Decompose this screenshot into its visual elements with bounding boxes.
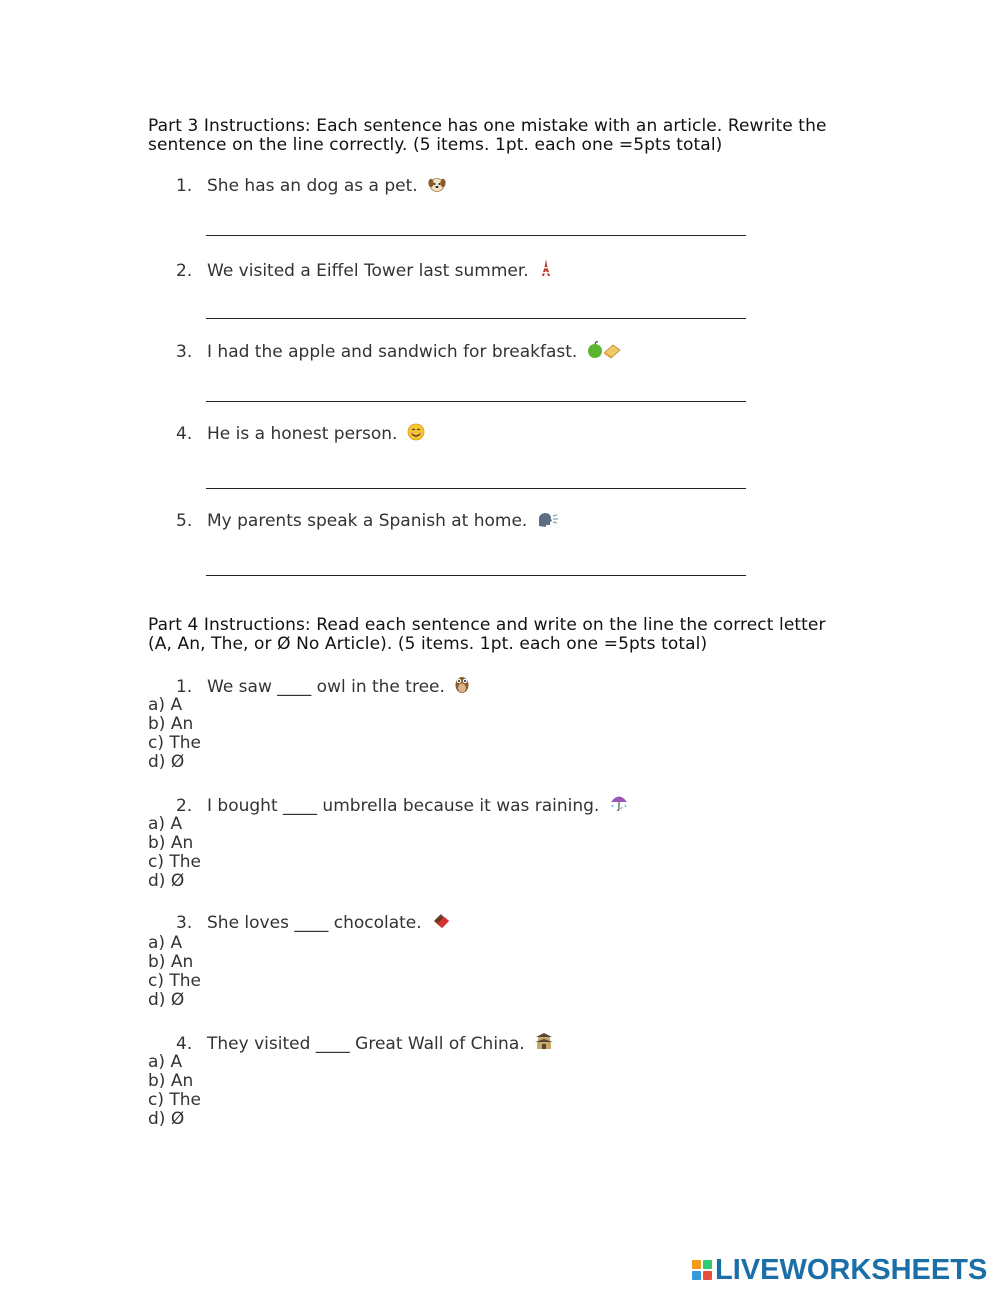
item-number: 2. [176,261,193,281]
item-number: 3. [176,913,193,933]
part3-answer-2[interactable] [206,298,746,319]
umbrella-icon [609,793,629,818]
part4-options-1 [148,696,201,772]
option-a[interactable]: a) A [148,695,183,715]
option-a[interactable]: a) A [148,933,183,953]
part3-instructions: Part 3 Instructions: Each sentence has one mistake with an article. Rewrite the sentence on the line correctly. (5 items. 1pt. each one =5pts total) [148,116,827,155]
option-d[interactable]: d) Ø [148,990,185,1010]
item-sentence: I had the apple and sandwich for breakfast. [207,342,578,362]
item-number: 4. [176,424,193,444]
option-d[interactable]: d) Ø [148,752,185,772]
great-wall-icon [534,1031,554,1056]
liveworksheets-brand [692,1256,987,1284]
owl-icon [454,674,470,699]
apple-sandwich-icon [587,341,621,364]
brand-logo-icon [692,1260,712,1280]
part4-options-4 [148,1053,201,1129]
item-number: 3. [176,342,193,362]
part4-item-3 [176,912,451,935]
item-number: 1. [176,176,193,196]
part4-item-1 [176,674,470,699]
item-sentence: She has an dog as a pet. [207,176,418,196]
dog-icon [427,175,447,198]
chocolate-icon [431,912,451,935]
option-c[interactable]: c) The [148,971,202,991]
item-number: 4. [176,1034,193,1054]
option-b[interactable]: b) An [148,833,194,853]
item-sentence: They visited ____ Great Wall of China. [207,1034,525,1054]
option-b[interactable]: b) An [148,1071,194,1091]
speaking-head-icon [537,512,559,533]
option-b[interactable]: b) An [148,714,194,734]
tower-icon [538,258,554,283]
item-sentence: My parents speak a Spanish at home. [207,511,528,531]
part3-answer-1[interactable] [206,215,746,236]
option-d[interactable]: d) Ø [148,871,185,891]
item-sentence: We saw ____ owl in the tree. [207,677,445,697]
part3-item-2 [176,258,554,283]
part3-item-4 [176,423,425,446]
option-d[interactable]: d) Ø [148,1109,185,1129]
item-number: 5. [176,511,193,531]
item-number: 1. [176,677,193,697]
option-b[interactable]: b) An [148,952,194,972]
item-sentence: We visited a Eiffel Tower last summer. [207,261,529,281]
item-sentence: She loves ____ chocolate. [207,913,422,933]
option-c[interactable]: c) The [148,733,202,753]
option-c[interactable]: c) The [148,852,202,872]
part3-answer-5[interactable] [206,555,746,576]
part4-instructions: Part 4 Instructions: Read each sentence and write on the line the correct letter (A, An, The, or Ø No Article). (5 items. 1pt. each one =5pts total) [148,615,826,654]
item-number: 2. [176,796,193,816]
part3-item-5 [176,511,559,533]
part4-options-2 [148,815,201,891]
brand-text: LIVEWORKSHEETS [715,1254,988,1286]
part4-options-3 [148,934,201,1010]
part3-item-1 [176,175,447,198]
option-a[interactable]: a) A [148,814,183,834]
part4-item-2 [176,793,629,818]
part4-item-4 [176,1031,554,1056]
part3-answer-4[interactable] [206,468,746,489]
option-c[interactable]: c) The [148,1090,202,1110]
item-sentence: He is a honest person. [207,424,398,444]
part3-item-3 [176,341,621,364]
item-sentence: I bought ____ umbrella because it was raining. [207,796,600,816]
option-a[interactable]: a) A [148,1052,183,1072]
smiley-icon [407,423,425,446]
part3-answer-3[interactable] [206,381,746,402]
